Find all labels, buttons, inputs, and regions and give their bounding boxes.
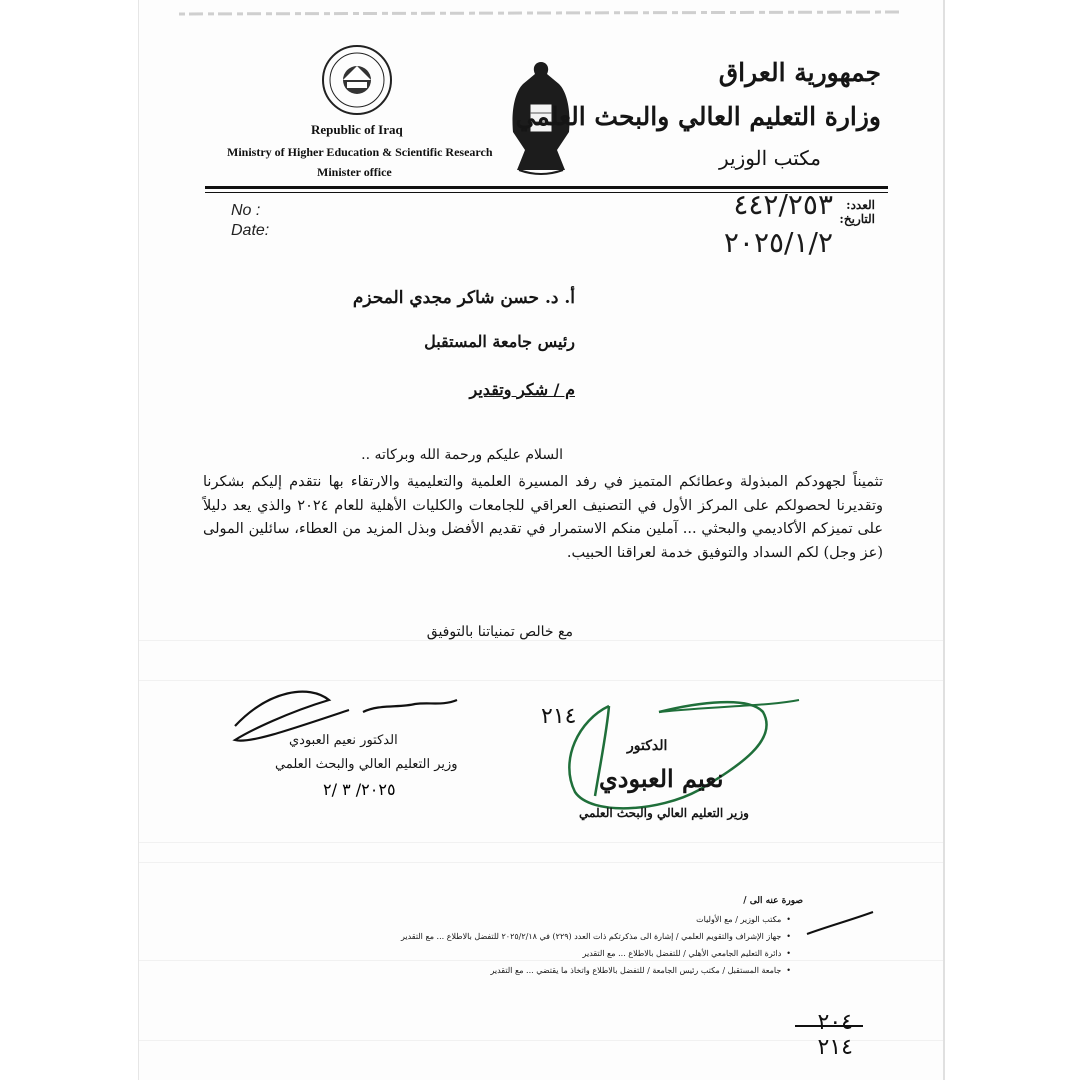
header-en-ministry: Ministry of Higher Education & Scientific Research bbox=[227, 145, 493, 159]
greeting: السلام عليكم ورحمة الله وبركاته .. bbox=[361, 447, 563, 463]
cc-item: • جامعة المستقبل / مكتب رئيس الجامعة / للتفضل بالاطلاع واتخاذ ما يقتضي ... مع التقدير bbox=[231, 962, 791, 979]
header-en-office: Minister office bbox=[317, 165, 392, 179]
stamp-number: ٢١٤ bbox=[541, 704, 577, 729]
signatory-name: الدكتور نعيم العبودي bbox=[289, 733, 398, 748]
recipient-title: رئيس جامعة المستقبل bbox=[424, 332, 575, 351]
cc-list bbox=[231, 911, 803, 979]
header-ar-ministry: وزارة التعليم العالي والبحث العلمي bbox=[515, 102, 881, 131]
letter-page bbox=[138, 0, 945, 1080]
date-label-ar: التاريخ: bbox=[839, 212, 875, 226]
cc-check-mark bbox=[807, 912, 873, 934]
header-ar-office: مكتب الوزير bbox=[718, 146, 821, 170]
cc-title: صورة عنه الى / bbox=[743, 896, 803, 906]
header-ar-country: جمهورية العراق bbox=[718, 58, 881, 87]
cc-item: • مكتب الوزير / مع الأوليات bbox=[231, 911, 791, 928]
signatory-title: وزير التعليم العالي والبحث العلمي bbox=[275, 757, 458, 772]
page-mark bbox=[818, 1010, 853, 1060]
stamp-title: وزير التعليم العالي والبحث العلمي bbox=[579, 806, 749, 820]
number-label-ar: العدد: bbox=[846, 198, 875, 212]
letter-subject: م / شكر وتقدير bbox=[469, 380, 575, 399]
ministry-seal-logo bbox=[323, 46, 391, 114]
recipient-name: أ. د. حسن شاكر مجدي المحزم bbox=[352, 288, 575, 308]
header-en-country: Republic of Iraq bbox=[311, 122, 403, 137]
reference-date: ٢٠٢٥/١/٢ bbox=[723, 226, 833, 259]
stamp-label: الدكتور bbox=[627, 738, 668, 754]
cc-item: • جهاز الإشراف والتقويم العلمي / إشارة الى مذكرتكم ذات العدد (٢٢٩) في ٢٠٢٥/٢/١٨ للتفضل بالاطلاع ... مع التقدير bbox=[231, 928, 791, 945]
closing-line: مع خالص تمنياتنا بالتوفيق bbox=[426, 624, 573, 640]
stamp-name: نعيم العبودي bbox=[599, 764, 724, 793]
letter-body: تثميناً لجهودكم المبذولة وعطائكم المتميز في رفد المسيرة العلمية والتعليمية والارتقاء بها نتقدم إليكم بشكرنا وتقديرنا لحصولكم على المركز الأول في التصنيف العراقي للجامعات والكليات الأهلية للعام ٢٠٢٤ والذي يعد دليلاً على تميزكم الأكاديمي والبحثي ... آملين منكم الاستمرار في تقديم الأفضل وبذل المزيد من العطاء، سائلين المولى (عز وجل) لكم السداد والتوفيق خدمة لعراقنا الحبيب. bbox=[203, 474, 883, 561]
page-mark-bottom: ٢١٤ bbox=[817, 1035, 853, 1060]
reference-number: ٤٤٢/٢٥٣ bbox=[733, 188, 833, 221]
cc-item: • دائرة التعليم الجامعي الأهلي / للتفضل بالاطلاع ... مع التقدير bbox=[231, 945, 791, 962]
signature-date: ٢٠٢٥/ ٣ /٢ bbox=[323, 780, 396, 799]
number-label-en: No : bbox=[231, 202, 261, 219]
page-mark-top: ٢٠٤ bbox=[817, 1010, 853, 1035]
scan-noise-line bbox=[179, 12, 899, 14]
date-label-en: Date: bbox=[231, 222, 270, 239]
